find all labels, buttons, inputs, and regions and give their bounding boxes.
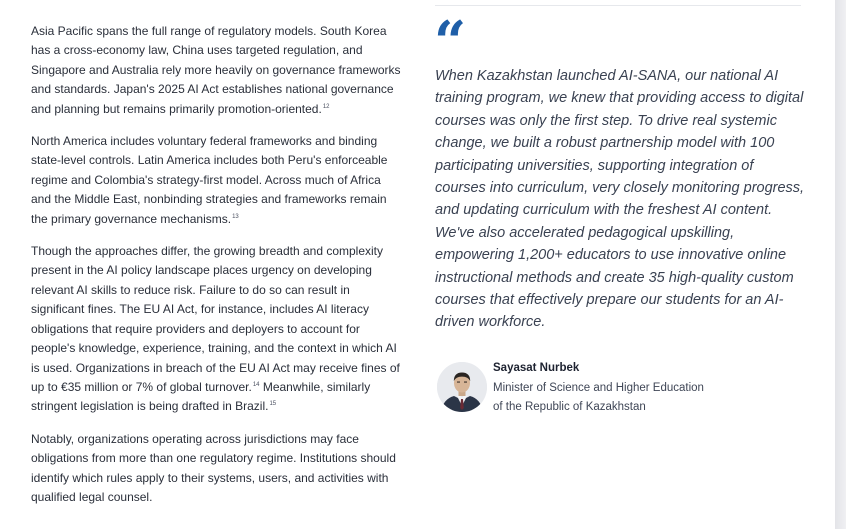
author-avatar bbox=[437, 362, 487, 412]
paragraph-asia-pacific bbox=[31, 22, 403, 119]
portrait-image bbox=[437, 362, 487, 412]
paragraph-text: Notably, organizations operating across jurisdictions may face obligations from more than one regulatory regime. Institutions should identify which rules apply to their systems, users, and activities with qualified legal counsel. bbox=[31, 431, 396, 504]
footnote-ref[interactable]: 12 bbox=[322, 103, 330, 110]
footnote-ref[interactable]: 14 bbox=[252, 381, 260, 388]
pull-quote: When Kazakhstan launched AI-SANA, our national AI training program, we knew that providing access to digital courses was only the first step. To drive real systemic change, we built a robust partnership model with 100 participating universities, supporting integration of courses into curriculum, very closely monitoring progress, and updating curriculum with the freshest AI content. We've also accelerated pedagogical upskilling, empowering 1,200+ educators to use innovative online instructional methods and create 35 high-quality custom courses that effectively prepare our students for an AI-driven workforce. bbox=[435, 68, 805, 331]
paragraph-urgency bbox=[31, 242, 403, 417]
top-divider bbox=[435, 5, 801, 6]
paragraph-text: Meanwhile, similarly stringent legislation is being drafted in Brazil. bbox=[31, 379, 371, 414]
paragraph-jurisdictions bbox=[31, 430, 403, 508]
paragraph-americas bbox=[31, 132, 403, 229]
footnote-ref[interactable]: 13 bbox=[232, 213, 239, 220]
author-title-line: of the Republic of Kazakhstan bbox=[493, 400, 646, 413]
paragraph-text: North America includes voluntary federal frameworks and binding state-level controls. Latin America includes both Peru's enforceable regime and Colombia's strategy-first model. Across much of Africa and the Middle East, nonbinding strategies and frameworks remain the primary governance mechanisms. bbox=[31, 134, 388, 226]
author-title bbox=[493, 379, 753, 416]
paragraph-text: Asia Pacific spans the full range of regulatory models. South Korea has a cross-economy law, China uses targeted regulation, and Singapore and Australia rely more heavily on governance frameworks and standards. Japan's 2025 AI Act establishes national governance and planning but remains primarily promotion-oriented. bbox=[31, 24, 401, 116]
author-title-line: Minister of Science and Higher Education bbox=[493, 382, 704, 394]
quotation-mark-icon: “ bbox=[434, 9, 463, 75]
page-edge bbox=[835, 0, 846, 529]
paragraph-text: Though the approaches differ, the growing breadth and complexity present in the AI policy landscape places urgency on developing relevant AI skills to reduce risk. Failure to do so can result in significant fines. The EU AI Act, for instance, includes AI literacy obligations that require providers and deployers to account for people's knowledge, experience, training, and the context in which AI is used. Organizations in breach of the EU AI Act may receive fines of up to €35 million or 7% of global turnover. bbox=[31, 244, 400, 394]
author-name: Sayasat Nurbek bbox=[493, 362, 580, 374]
footnote-ref[interactable]: 15 bbox=[269, 401, 277, 408]
body-text-column bbox=[31, 22, 403, 520]
